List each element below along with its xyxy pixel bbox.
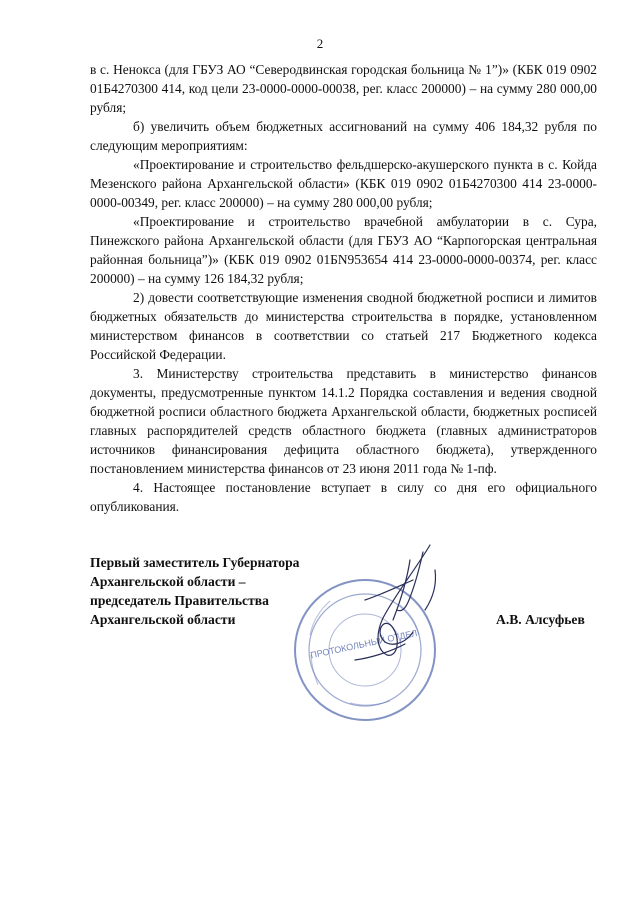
signatory-title-line: Архангельской области – — [90, 574, 246, 589]
page-number: 2 — [316, 36, 324, 51]
handwritten-signature — [335, 540, 455, 670]
paragraph: «Проектирование и строительство фельдшерско-акушерского пункта в с. Койда Мезенского района Архангельской области» (КБК 019 0902 01Б4270300 414 23-0000-0000-00349, рег. класс 200000) – на сумму 280 000,00 рубля; — [90, 157, 597, 210]
paragraph: «Проектирование и строительство врачебной амбулатории в с. Сура, Пинежского района Архангельской области (для ГБУЗ АО “Карпогорская центральная районная больница”)» (КБК 019 0902 01БN953654 414 23-0000-0000-00374, рег. класс 200000) – на сумму 126 184,32 рубля; — [90, 214, 597, 286]
signatory-title-line: Архангельской области — [90, 612, 236, 627]
signatory-title-line: Первый заместитель Губернатора — [90, 555, 300, 570]
paragraph: 3. Министерству строительства представить в министерство финансов документы, предусмотренные пунктом 14.1.2 Порядка составления и ведения сводной бюджетной росписи областного бюджета Архангельской области, бюджетных росписей главных распорядителей средств областного бюджета (главных администраторов источников финансирования дефицита областного бюджета), утвержденного постановлением министерства финансов от 23 июня 2011 года № 1-пф. — [90, 366, 597, 476]
paragraph: 2) довести соответствующие изменения сводной бюджетной росписи и лимитов бюджетных обязательств до министерства строительства в порядке, установленном министерством финансов в соответствии со статьей 217 Бюджетного кодекса Российской Федерации. — [90, 290, 597, 362]
paragraph: 4. Настоящее постановление вступает в силу со дня его официального опубликования. — [90, 480, 597, 514]
signatory-title-line: председатель Правительства — [90, 593, 269, 608]
signatory-name: А.В. Алсуфьев — [496, 612, 585, 627]
paragraph: б) увеличить объем бюджетных ассигнований на сумму 406 184,32 рубля по следующим мероприятиям: — [90, 119, 597, 153]
document-body — [90, 60, 597, 516]
paragraph: в с. Ненокса (для ГБУЗ АО “Северодвинская городская больница № 1”)» (КБК 019 0902 01Б4270300 414, код цели 23-0000-0000-00038, рег. класс 200000) – на сумму 280 000,00 рубля; — [90, 62, 597, 115]
stamp-text: ПРОТОКОЛЬНЫЙ ОТДЕЛ — [309, 627, 419, 661]
